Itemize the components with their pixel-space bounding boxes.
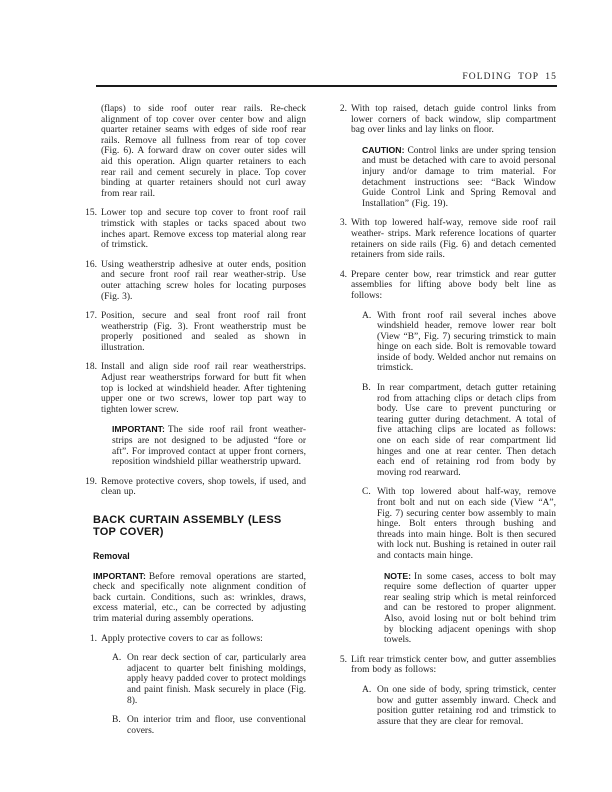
item-marker: C. xyxy=(362,487,371,498)
note-label: IMPORTANT: xyxy=(93,570,146,581)
list-item xyxy=(332,655,556,676)
note-text: The side roof rail front weather-strips are not designed to be adjusted “fore or aft”. For improved contact at upper front corners, reposition windshield pillar weatherstrip upward. xyxy=(112,425,306,468)
list-item xyxy=(82,208,306,250)
item-marker: 5. xyxy=(339,654,347,665)
note-text: Control links are under spring tension and must be detached with care to avoid personal injury and/or damage to trim material. For detachment instructions see: “Back Window Guide Control Link and Spring Removal and Installation” (Fig. 19). xyxy=(362,145,556,209)
item-text: On interior trim and floor, use conventional covers. xyxy=(127,715,306,736)
item-text: Remove protective covers, shop towels, if used, and clean up. xyxy=(101,476,306,498)
note-text: In some cases, access to bolt may require some deflection of quarter upper rear sealing strip which is metal reinforced and can be restored to proper alignment. Also, avoid losing nut or bolt behind trim by blocking adjacent openings with shop towels. xyxy=(384,571,556,646)
item-text: Lift rear trimstick center bow, and gutter assemblies from body as follows: xyxy=(351,654,556,676)
item-marker: B. xyxy=(362,383,371,394)
list-item xyxy=(82,362,306,415)
sub-list-item xyxy=(362,383,556,478)
note-label: CAUTION: xyxy=(362,144,405,155)
important-paragraph xyxy=(93,571,306,625)
item-marker: A. xyxy=(362,684,372,695)
item-text: With top lowered half-way, remove side roof rail weather- strips. Mark reference locations of quarter retainers on side rails (Fig. 6) and detach cemented retainers from side rails. xyxy=(351,218,556,261)
item-marker: 1. xyxy=(89,633,97,644)
item-text: On rear deck section of car, particularly area adjacent to quarter belt finishing moldings, apply heavy padded cover to protect moldings and paint finish. Mask securely in place (Fig. 8). xyxy=(127,653,306,706)
left-column xyxy=(82,104,306,736)
page-header: FOLDING TOP 15 xyxy=(462,72,557,82)
item-text: Apply protective covers to car as follows: xyxy=(101,633,263,644)
note-label: IMPORTANT: xyxy=(112,424,165,435)
section-heading: BACK CURTAIN ASSEMBLY (LESS TOP COVER) xyxy=(93,514,282,538)
item-marker: 16. xyxy=(85,259,97,270)
paragraph-text: Before removal operations are started, check and specifically note alignment condition of back curtain. Conditions, such as: wrinkles, draws, excess material, etc., can be corrected by adjusting trim material during assembly operations. xyxy=(93,571,306,624)
list-item xyxy=(82,634,306,645)
item-text: On one side of body, spring trimstick, center bow and gutter assembly inward. Check and position gutter retaining rod and trimstick to assure that they are clear for removal. xyxy=(377,684,556,727)
item-marker: A. xyxy=(112,653,122,664)
list-item xyxy=(332,104,556,136)
note-block xyxy=(112,424,306,467)
sub-list-item xyxy=(362,685,556,727)
item-marker: 2. xyxy=(339,104,347,114)
item-text: Lower top and secure top cover to front roof rail trimstick with staples or tacks spaced about two inches apart. Remove excess top material along rear of trimstick. xyxy=(101,208,306,251)
item-text: Using weatherstrip adhesive at outer ends, position and secure front roof rail rear weather-strip. Use outer attaching screw holes for locating purposes (Fig. 3). xyxy=(101,259,306,302)
body-paragraph: (flaps) to side roof outer rear rails. Re-check alignment of top cover over center bow and align quarter retainer seams with edges of side roof rear rails. Remove all fullness from rear of top cover (Fig. 6). A forward draw on cover outer sides will aid this operation. Align quarter retainers to each rear rail and cement securely in place. Top cover binding at quarter retainers should not curl away from rear rail. xyxy=(101,104,306,199)
right-column xyxy=(332,104,556,727)
item-text: In rear compartment, detach gutter retaining rod from attaching clips or detach clips from body. Use care to prevent puncturing or tearing gutter during detachment. A total of five attaching clips are located as follows: one on each side of rear compartment lid hinges and one at rear center. Then detach each end of retaining rod from body by moving rod rearward. xyxy=(377,383,556,478)
item-marker: 15. xyxy=(85,208,97,219)
note-block xyxy=(362,145,556,210)
item-marker: 17. xyxy=(85,311,97,322)
item-marker: A. xyxy=(362,310,372,321)
item-text: Prepare center bow, rear trimstick and rear gutter assemblies for lifting above body belt line as follows: xyxy=(351,269,556,301)
item-marker: 18. xyxy=(85,362,97,373)
note-label: NOTE: xyxy=(384,570,412,581)
item-text: With front roof rail several inches above windshield header, remove lower rear bolt (View “B”, Fig. 7) securing trimstick to main hinge on each side. Bolt is removable toward inside of body. Welded anchor nut remains on trimstick. xyxy=(377,310,556,374)
item-text: With top lowered about half-way, remove front bolt and nut on each side (View “A”, Fig. 7) securing center bow assembly to main hinge. Bolt enters through bushing and threads into main hinge. Bolt is then secured with lock nut. Bushing is retained in outer rail and contacts main hinge. xyxy=(377,487,556,561)
sub-list-item xyxy=(112,653,306,706)
item-marker: 3. xyxy=(339,218,347,229)
sub-list-item xyxy=(112,715,306,736)
item-text: Install and align side roof rail rear weatherstrips. Adjust rear weatherstrips forward for butt fit when top is locked at windshield header. After tightening upper one or two screws, lower top part way to tighten lower screw. xyxy=(101,362,306,415)
item-marker: 4. xyxy=(339,269,347,280)
subsection-heading: Removal xyxy=(93,551,130,561)
list-item xyxy=(82,477,306,498)
note-block xyxy=(384,571,556,646)
item-marker: B. xyxy=(112,715,121,726)
item-text: Position, secure and seal front roof rail front weatherstrip (Fig. 3). Front weatherstrip must be properly positioned and sealed as shown in illustration. xyxy=(101,311,306,353)
list-item xyxy=(332,270,556,302)
list-item xyxy=(82,311,306,353)
sub-list-item xyxy=(362,311,556,375)
sub-list-item xyxy=(362,487,556,561)
item-text: With top raised, detach guide control links from lower corners of back window, slip compartment bag over links and lay links on floor. xyxy=(351,104,556,136)
item-marker: 19. xyxy=(85,476,97,487)
header-rule xyxy=(96,85,557,87)
list-item xyxy=(332,218,556,260)
list-item xyxy=(82,260,306,302)
